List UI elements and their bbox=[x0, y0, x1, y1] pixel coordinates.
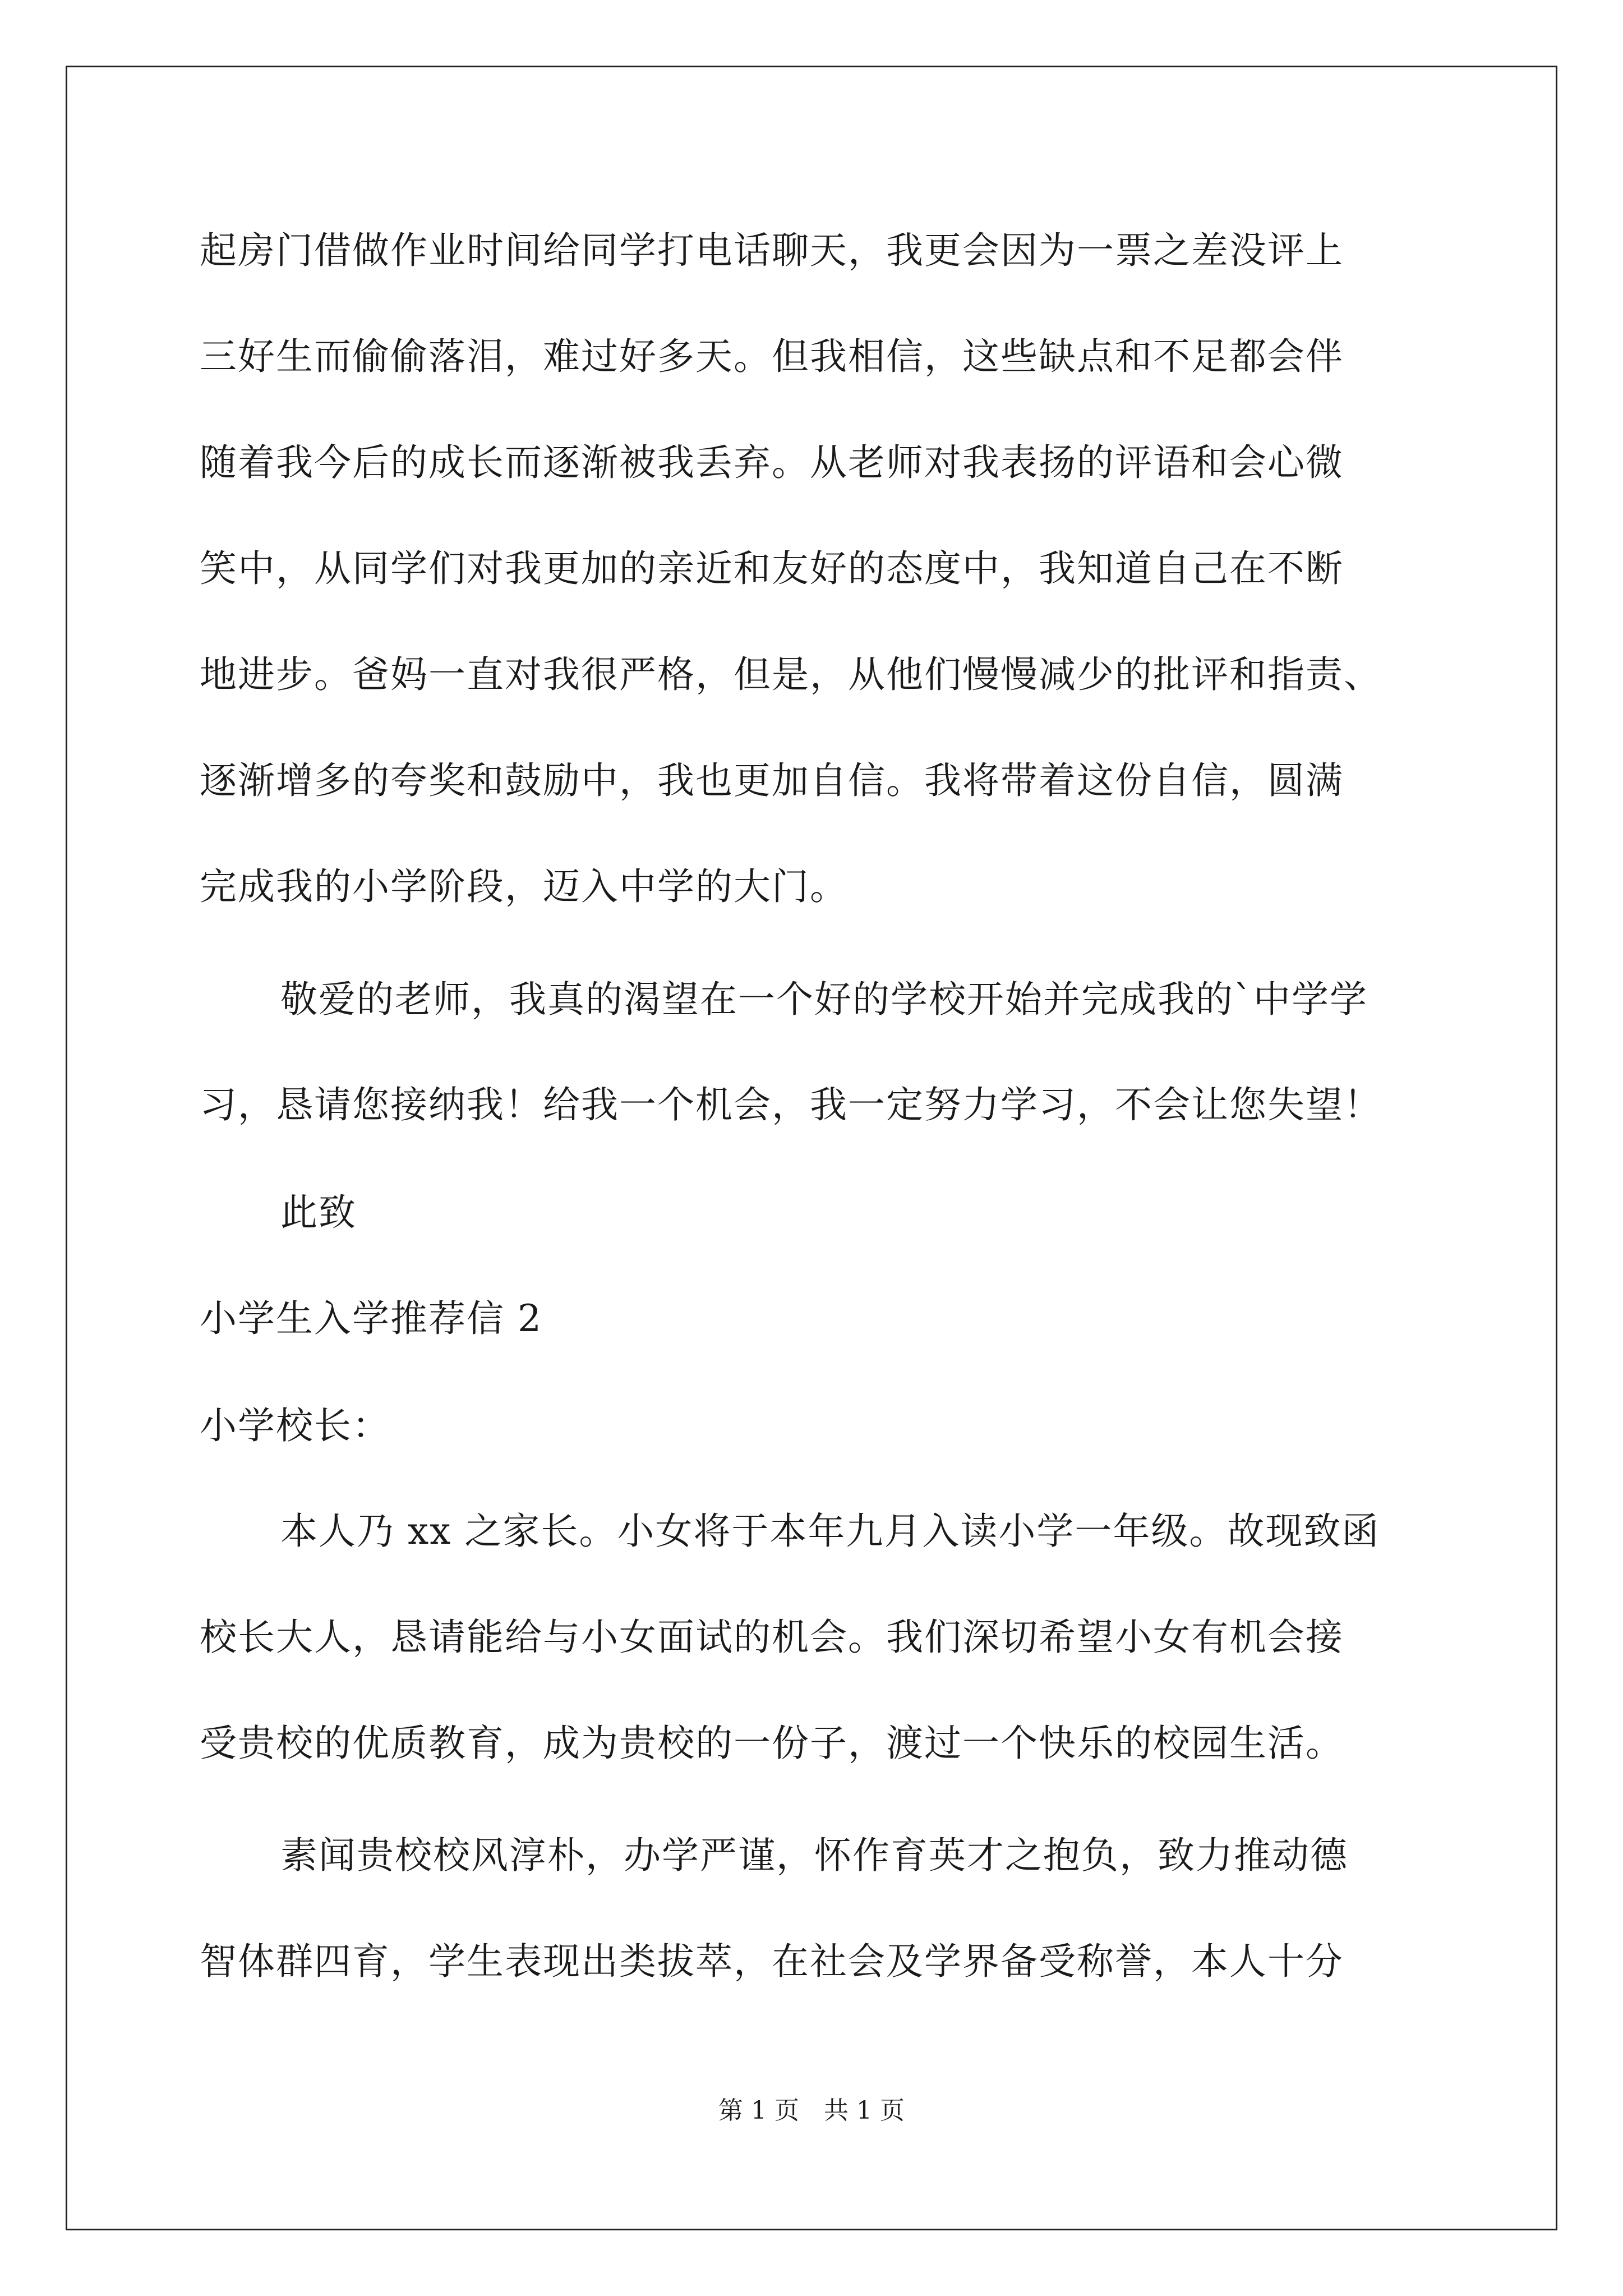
body-line: 笑中，从同学们对我更加的亲近和友好的态度中，我知道自己在不断 bbox=[200, 547, 1344, 590]
body-line: 地进步。爸妈一直对我很严格，但是，从他们慢慢减少的批评和指责、 bbox=[200, 653, 1382, 696]
body-line: 智体群四育，学生表现出类拔萃，在社会及学界备受称誉，本人十分 bbox=[200, 1940, 1344, 1983]
body-line: 受贵校的优质教育，成为贵校的一份子，渡过一个快乐的校园生活。 bbox=[200, 1722, 1344, 1765]
body-line: 习，恳请您接纳我！给我一个机会，我一定努力学习，不会让您失望！ bbox=[200, 1083, 1382, 1126]
body-line: 完成我的小学阶段，迈入中学的大门。 bbox=[200, 865, 848, 908]
body-line: 敬爱的老师，我真的渴望在一个好的学校开始并完成我的`中学学 bbox=[280, 978, 1368, 1021]
body-line: 三好生而偷偷落泪，难过好多天。但我相信，这些缺点和不足都会伴 bbox=[200, 335, 1344, 378]
section-title: 小学生入学推荐信 2 bbox=[200, 1297, 542, 1340]
body-line: 素闻贵校校风淳朴，办学严谨，怀作育英才之抱负，致力推动德 bbox=[280, 1834, 1348, 1877]
body-line: 起房门借做作业时间给同学打电话聊天，我更会因为一票之差没评上 bbox=[200, 229, 1344, 272]
page-border bbox=[66, 66, 1557, 2230]
letter-recipient: 小学校长： bbox=[200, 1404, 390, 1447]
page-number-footer: 第 1 页 共 1 页 bbox=[718, 2096, 905, 2125]
body-line: 随着我今后的成长而逐渐被我丢弃。从老师对我表扬的评语和会心微 bbox=[200, 441, 1344, 484]
body-line: 校长大人，恳请能给与小女面试的机会。我们深切希望小女有机会接 bbox=[200, 1616, 1344, 1659]
closing-salutation: 此致 bbox=[280, 1191, 357, 1234]
body-line: 本人乃 xx 之家长。小女将于本年九月入读小学一年级。故现致函 bbox=[280, 1510, 1380, 1553]
body-line: 逐渐增多的夸奖和鼓励中，我也更加自信。我将带着这份自信，圆满 bbox=[200, 759, 1344, 802]
